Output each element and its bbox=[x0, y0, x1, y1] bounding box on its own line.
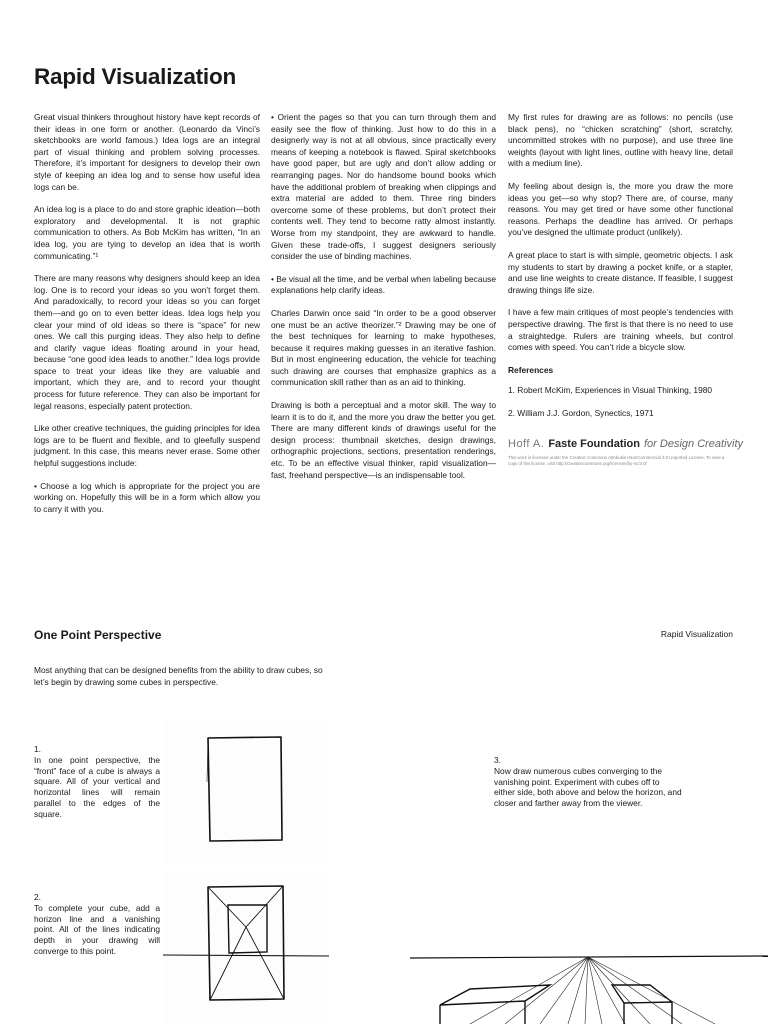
running-head: Rapid Visualization bbox=[660, 629, 733, 639]
faste-foundation-logo bbox=[508, 438, 744, 451]
section-intro: Most anything that can be designed benefits from the ability to draw cubes, so let’s begin by drawing some cubes in perspective. bbox=[34, 665, 323, 687]
section-heading: One Point Perspective bbox=[34, 628, 162, 642]
paragraph: • Choose a log which is appropriate for the project you are working on. Hopefully this will be in a form which allow you to carry it with you. bbox=[34, 480, 260, 514]
paragraph: My feeling about design is, the more you draw the more ideas you get—so why stop? There are, of course, many reasons. You may get tired or have some other functional reasons. Perhaps the deadline has arrived. Or perhaps you’ve designed the ultimate product (unlikely). bbox=[508, 180, 733, 238]
paragraph: Like other creative techniques, the guiding principles for idea logs are to be fluent and flexible, and to gleefully suspend judgment. In this case, this means never erase. Some other helpful suggestions include: bbox=[34, 423, 260, 469]
paragraph: My first rules for drawing are as follows: no pencils (use black pens), no “chicken scratching” (short, scratchy, uncommitted strokes with no purpose), and use three line weights (layout with light lines, outline with heavy line, detail with a medium line). bbox=[508, 112, 733, 169]
reference-item: 2. William J.J. Gordon, Synectics, 1971 bbox=[508, 407, 654, 418]
step-number: 1. bbox=[34, 744, 41, 754]
step-3 bbox=[494, 755, 682, 809]
license-notice: This work is licensed under the Creative Commons Attribution-NonCommercial 3.0 Unported License. To view a copy of this license, visit http://creativecommons.org/licenses/by-nc/3.0/ bbox=[508, 455, 725, 466]
text-column-2 bbox=[271, 112, 496, 492]
logo-faste-text: Faste Foundation bbox=[548, 438, 640, 451]
step-number: 2. bbox=[34, 892, 41, 902]
paragraph: An idea log is a place to do and store graphic ideation—both exploratory and developmental. It is not graphic communication to others. As Bob McKim has written, “In an idea log, you are tying to develop an idea that is worth communicating.”¹ bbox=[34, 204, 260, 261]
logo-hoff-text: Hoff A. bbox=[508, 438, 545, 451]
figure-multiple-cubes-sketch bbox=[410, 945, 768, 1024]
figure-cube-sketch bbox=[163, 872, 329, 1024]
step-text: Now draw numerous cubes converging to the vanishing point. Experiment with cubes off to either side, both above and below the horizon, and closer and farther away from the viewer. bbox=[494, 765, 682, 809]
text-column-3 bbox=[508, 112, 744, 466]
paragraph: • Orient the pages so that you can turn through them and easily see the flow of thinking. Just how to do this in a designerly way is not at all obvious, since practically every means of keeping a notebook is flawed. Spiral sketchbooks have good paper, but are ugly and don’t allow adding or rearranging pages. Nor do handsome bound books which have the additional problem of breaking when clippings and extra material are added to them. Three ring binders overcome some of these problems, but don’t protect their contents well. They tend to become ratty almost instantly. Worse from my standpoint, they are awkward to handle. Given these trade-offs, I suggest designers seriously consider the use of binding machines. bbox=[271, 112, 496, 262]
reference-item: 1. Robert McKim, Experiences in Visual Thinking, 1980 bbox=[508, 385, 713, 396]
text-column-1 bbox=[34, 112, 260, 526]
figure-square-sketch bbox=[163, 722, 329, 864]
step-1 bbox=[34, 744, 160, 820]
page-title: Rapid Visualization bbox=[34, 64, 237, 89]
step-text: To complete your cube, add a horizon line and a vanishing point. All of the lines indicating depth in your drawing will converge to this point. bbox=[34, 902, 160, 956]
step-number: 3. bbox=[494, 755, 501, 765]
paragraph: A great place to start is with simple, geometric objects. I ask my students to start by drawing a pocket knife, or a stapler, and use line weights to create distance. If feasible, I suggest drawing things life size. bbox=[508, 249, 733, 295]
paragraph: • Be visual all the time, and be verbal when labeling because explanations help clarify ideas. bbox=[271, 273, 497, 296]
step-2 bbox=[34, 892, 160, 957]
paragraph: Great visual thinkers throughout history have kept records of their ideas in one form or another. (Leonardo da Vinci’s sketchbooks are world famous.) Idea logs are an integral part of visual thinking and problem solving processes. Therefore, it’s important for designers to develop their own style of keeping an idea log and to sense how useful idea logs can be. bbox=[34, 112, 260, 192]
step-text: In one point perspective, the “front” face of a cube is always a square. All of your vertical and horizontal lines will remain parallel to the edges of the square. bbox=[34, 754, 160, 819]
paragraph: There are many reasons why designers should keep an idea log. One is to record your ideas so you won’t forget them. And paradoxically, to record your ideas so you can forget them—and go on to even better ideas. Idea logs help you clear your mind of old ideas so there is “space” for new ones. We call this purging ideas. They also help to define and clarify vague ideas floating around in your head, because “one good idea leads to another.” Idea logs provide space to treat your ideas like they are valuable and important, which they are, and to record your thought process for future reference. They can also be important for legal reasons, especially patent protection. bbox=[34, 273, 260, 411]
references-heading: References bbox=[508, 364, 554, 375]
paragraph: Drawing is both a perceptual and a motor skill. The way to learn it is to do it, and the more you draw the better you get. There are many different kinds of drawings useful for the design process: thumbnail sketches, design drawings, orthographic projections, sections, presentation renderings, etc. To be an effective visual thinker, rapid visualization—fast, freehand perspective—is an indispensable tool. bbox=[271, 400, 496, 480]
logo-subtitle: for Design Creativity bbox=[644, 438, 744, 451]
paragraph: Charles Darwin once said “In order to be a good observer one must be an active theorizer.”² Drawing may be one of the best techniques for learning to make hypotheses, because it requires making guesses in an iterative fashion. But in most engineering education, the vehicle for teaching such drawing are courses that emphasize graphics as a communication skill rather than as an aid to thinking. bbox=[271, 307, 496, 388]
paragraph: I have a few main critiques of most people’s tendencies with perspective drawing. The first is that there is no need to use a straightedge. Rulers are training wheels, but control comes with speed. You can’t ride a bicycle slow. bbox=[508, 307, 733, 353]
